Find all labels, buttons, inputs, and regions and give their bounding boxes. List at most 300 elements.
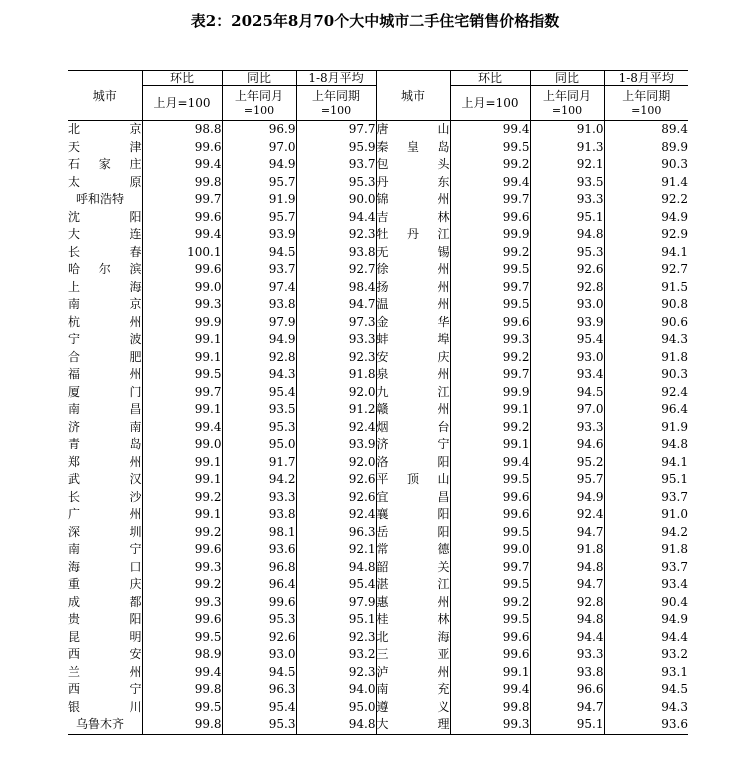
city-name-left: 昆明 — [68, 629, 142, 644]
table-row — [68, 471, 688, 489]
index-mom-left: 99.5 — [142, 366, 222, 384]
index-avg-right: 90.3 — [604, 366, 688, 384]
index-mom-left: 99.1 — [142, 471, 222, 489]
index-mom-left: 99.5 — [142, 629, 222, 647]
index-mom-left: 100.1 — [142, 244, 222, 262]
index-mom-left: 99.4 — [142, 419, 222, 437]
index-yoy-right: 95.1 — [530, 716, 604, 734]
city-name-right: 南充 — [376, 681, 450, 699]
city-name-right: 牡丹江 — [376, 226, 450, 244]
index-yoy-right: 94.9 — [530, 489, 604, 507]
city-name-left: 乌鲁木齐 — [68, 716, 142, 734]
index-yoy-left: 95.4 — [222, 699, 296, 717]
index-yoy-left: 94.3 — [222, 366, 296, 384]
city-name-right: 岳阳 — [376, 524, 450, 542]
index-yoy-left: 94.2 — [222, 471, 296, 489]
index-mom-left: 99.4 — [142, 156, 222, 174]
index-avg-left: 97.7 — [296, 121, 376, 139]
table-row — [68, 226, 688, 244]
index-yoy-left: 93.3 — [222, 489, 296, 507]
price-index-table — [68, 70, 688, 735]
city-name-left: 成都 — [68, 594, 142, 609]
index-avg-right: 94.9 — [604, 209, 688, 227]
city-name-left: 大连 — [68, 227, 142, 241]
index-yoy-right: 92.6 — [530, 261, 604, 279]
index-avg-left: 92.4 — [296, 506, 376, 524]
table-row — [68, 646, 688, 664]
index-mom-left: 99.1 — [142, 506, 222, 524]
table-row — [68, 454, 688, 472]
city-name-left: 厦门 — [68, 384, 142, 399]
index-mom-left: 99.6 — [142, 261, 222, 279]
city-name-right: 扬州 — [376, 279, 450, 297]
table-row — [68, 139, 688, 157]
index-avg-left: 97.9 — [296, 594, 376, 612]
index-avg-right: 92.4 — [604, 384, 688, 402]
city-name-left: 上海 — [68, 279, 142, 294]
index-avg-right: 93.4 — [604, 576, 688, 594]
city-name-right: 九江 — [376, 384, 450, 402]
index-mom-right: 99.2 — [450, 419, 530, 437]
city-name-right: 烟台 — [376, 419, 450, 437]
index-yoy-right: 94.4 — [530, 629, 604, 647]
index-mom-left: 98.9 — [142, 646, 222, 664]
table-row — [68, 279, 688, 297]
index-mom-right: 99.5 — [450, 139, 530, 157]
index-yoy-left: 95.3 — [222, 419, 296, 437]
index-yoy-left: 96.4 — [222, 576, 296, 594]
index-yoy-left: 93.8 — [222, 296, 296, 314]
index-avg-right: 94.3 — [604, 699, 688, 717]
index-avg-left: 93.8 — [296, 244, 376, 262]
index-avg-left: 94.7 — [296, 296, 376, 314]
index-avg-left: 92.0 — [296, 384, 376, 402]
index-mom-left: 99.6 — [142, 139, 222, 157]
city-name-left: 重庆 — [68, 577, 142, 591]
index-yoy-right: 94.8 — [530, 611, 604, 629]
index-avg-right: 90.6 — [604, 314, 688, 332]
table-row — [68, 506, 688, 524]
index-avg-left: 95.4 — [296, 576, 376, 594]
table-row — [68, 716, 688, 734]
table-row — [68, 349, 688, 367]
city-name-left: 济南 — [68, 419, 142, 434]
subheader-yoy-right — [530, 86, 604, 121]
index-mom-left: 99.1 — [142, 331, 222, 349]
city-name-right: 三亚 — [376, 646, 450, 664]
index-mom-left: 99.6 — [142, 209, 222, 227]
index-mom-left: 99.4 — [142, 664, 222, 682]
index-mom-left: 99.9 — [142, 314, 222, 332]
index-avg-right: 93.1 — [604, 664, 688, 682]
index-avg-right: 94.1 — [604, 454, 688, 472]
index-yoy-right: 93.8 — [530, 664, 604, 682]
index-yoy-right: 94.7 — [530, 524, 604, 542]
city-name-left: 长春 — [68, 244, 142, 259]
index-avg-left: 91.2 — [296, 401, 376, 419]
city-name-left: 太原 — [68, 174, 142, 189]
index-yoy-left: 92.8 — [222, 349, 296, 367]
index-mom-left: 99.0 — [142, 279, 222, 297]
index-avg-right: 94.8 — [604, 436, 688, 454]
index-mom-left: 99.2 — [142, 576, 222, 594]
index-mom-right: 99.0 — [450, 541, 530, 559]
index-avg-right: 94.1 — [604, 244, 688, 262]
index-avg-right: 93.7 — [604, 489, 688, 507]
index-avg-left: 94.8 — [296, 716, 376, 734]
index-mom-left: 99.3 — [142, 296, 222, 314]
index-mom-left: 99.1 — [142, 349, 222, 367]
city-name-left: 武汉 — [68, 472, 142, 486]
index-yoy-left: 95.3 — [222, 611, 296, 629]
city-name-right: 大理 — [376, 716, 450, 734]
index-avg-left: 97.3 — [296, 314, 376, 332]
city-name-right: 徐州 — [376, 261, 450, 279]
index-avg-right: 90.3 — [604, 156, 688, 174]
index-mom-left: 99.8 — [142, 716, 222, 734]
index-avg-left: 94.8 — [296, 559, 376, 577]
index-mom-right: 99.6 — [450, 629, 530, 647]
city-name-left: 银川 — [68, 699, 142, 714]
index-mom-right: 99.6 — [450, 314, 530, 332]
index-yoy-right: 93.3 — [530, 191, 604, 209]
city-name-left: 哈尔滨 — [68, 262, 142, 276]
index-mom-right: 99.7 — [450, 366, 530, 384]
table-row — [68, 401, 688, 419]
subheader-avg-right — [604, 86, 688, 121]
city-name-right: 吉林 — [376, 209, 450, 227]
header-city-right: 城市 — [376, 71, 450, 121]
table-row — [68, 489, 688, 507]
city-name-left: 沈阳 — [68, 209, 142, 224]
index-yoy-right: 93.3 — [530, 646, 604, 664]
city-name-right: 包头 — [376, 156, 450, 174]
index-mom-right: 99.4 — [450, 121, 530, 139]
table-row — [68, 436, 688, 454]
index-avg-right: 94.3 — [604, 331, 688, 349]
index-yoy-right: 92.8 — [530, 594, 604, 612]
index-mom-right: 99.2 — [450, 156, 530, 174]
index-yoy-left: 93.9 — [222, 226, 296, 244]
table-row — [68, 244, 688, 262]
index-yoy-left: 98.1 — [222, 524, 296, 542]
index-mom-right: 99.4 — [450, 681, 530, 699]
city-name-left: 西安 — [68, 647, 142, 661]
table-row — [68, 576, 688, 594]
index-mom-right: 99.5 — [450, 261, 530, 279]
index-avg-right: 91.8 — [604, 541, 688, 559]
index-yoy-right: 94.8 — [530, 559, 604, 577]
index-avg-right: 92.2 — [604, 191, 688, 209]
index-yoy-left: 96.9 — [222, 121, 296, 139]
index-yoy-right: 94.6 — [530, 436, 604, 454]
index-avg-left: 93.2 — [296, 646, 376, 664]
index-yoy-left: 96.3 — [222, 681, 296, 699]
index-mom-left: 99.4 — [142, 226, 222, 244]
city-name-left: 南昌 — [68, 402, 142, 416]
index-avg-right: 93.2 — [604, 646, 688, 664]
table-row — [68, 174, 688, 192]
city-name-left: 天津 — [68, 139, 142, 154]
city-name-right: 秦皇岛 — [376, 139, 450, 157]
city-name-left: 南京 — [68, 297, 142, 311]
index-mom-right: 99.6 — [450, 489, 530, 507]
city-name-left: 广州 — [68, 507, 142, 521]
city-name-right: 丹东 — [376, 174, 450, 192]
index-avg-left: 95.1 — [296, 611, 376, 629]
table-row — [68, 629, 688, 647]
index-avg-right: 94.9 — [604, 611, 688, 629]
index-yoy-left: 93.6 — [222, 541, 296, 559]
index-yoy-left: 97.4 — [222, 279, 296, 297]
header-yoy-left: 同比 — [222, 71, 296, 86]
city-name-right: 泸州 — [376, 664, 450, 682]
subheader-avg-line2: =100 — [631, 104, 662, 117]
city-name-right: 湛江 — [376, 576, 450, 594]
city-name-right: 惠州 — [376, 594, 450, 612]
subheader-yoy-line1: 上年同月 — [234, 89, 283, 103]
index-mom-right: 99.9 — [450, 226, 530, 244]
header-avg-right: 1-8月平均 — [604, 71, 688, 86]
subheader-avg-left — [296, 86, 376, 121]
index-avg-right: 89.4 — [604, 121, 688, 139]
header-yoy-right: 同比 — [530, 71, 604, 86]
index-yoy-left: 99.6 — [222, 594, 296, 612]
subheader-mom-right: 上月=100 — [450, 86, 530, 121]
table-row — [68, 524, 688, 542]
index-avg-right: 90.4 — [604, 594, 688, 612]
index-avg-left: 92.6 — [296, 489, 376, 507]
subheader-yoy-line2: =100 — [551, 104, 583, 117]
index-mom-right: 99.3 — [450, 331, 530, 349]
index-mom-left: 99.7 — [142, 384, 222, 402]
index-mom-left: 99.6 — [142, 611, 222, 629]
index-avg-left: 93.7 — [296, 156, 376, 174]
index-yoy-right: 95.2 — [530, 454, 604, 472]
index-avg-right: 91.4 — [604, 174, 688, 192]
subheader-mom-left: 上月=100 — [142, 86, 222, 121]
index-yoy-right: 93.9 — [530, 314, 604, 332]
index-avg-left: 92.3 — [296, 226, 376, 244]
index-mom-right: 99.9 — [450, 384, 530, 402]
index-avg-left: 94.4 — [296, 209, 376, 227]
index-mom-left: 99.2 — [142, 524, 222, 542]
city-name-right: 无锡 — [376, 244, 450, 262]
header-mom-left: 环比 — [142, 71, 222, 86]
table-row — [68, 384, 688, 402]
index-mom-left: 99.8 — [142, 681, 222, 699]
index-yoy-left: 93.7 — [222, 261, 296, 279]
index-mom-right: 99.2 — [450, 244, 530, 262]
table-row — [68, 296, 688, 314]
table-row — [68, 611, 688, 629]
city-name-left: 兰州 — [68, 664, 142, 679]
table-row — [68, 191, 688, 209]
index-yoy-right: 94.8 — [530, 226, 604, 244]
index-avg-left: 93.9 — [296, 436, 376, 454]
index-yoy-right: 93.5 — [530, 174, 604, 192]
city-name-right: 温州 — [376, 296, 450, 314]
table-row — [68, 261, 688, 279]
subheader-yoy-left — [222, 86, 296, 121]
index-mom-left: 99.8 — [142, 174, 222, 192]
index-mom-right: 99.7 — [450, 191, 530, 209]
subheader-avg-line2: =100 — [320, 104, 352, 117]
index-mom-right: 99.2 — [450, 594, 530, 612]
index-yoy-left: 97.9 — [222, 314, 296, 332]
index-mom-left: 99.3 — [142, 594, 222, 612]
city-name-right: 锦州 — [376, 191, 450, 209]
index-avg-left: 95.3 — [296, 174, 376, 192]
subheader-yoy-line2: =100 — [243, 104, 275, 117]
index-yoy-left: 95.3 — [222, 716, 296, 734]
index-avg-right: 91.5 — [604, 279, 688, 297]
index-yoy-right: 95.4 — [530, 331, 604, 349]
table-row — [68, 594, 688, 612]
index-avg-right: 94.4 — [604, 629, 688, 647]
table-row — [68, 419, 688, 437]
city-name-right: 泉州 — [376, 366, 450, 384]
index-avg-left: 92.7 — [296, 261, 376, 279]
index-yoy-left: 95.7 — [222, 209, 296, 227]
city-name-left: 深圳 — [68, 524, 142, 539]
index-mom-right: 99.2 — [450, 349, 530, 367]
table-row — [68, 664, 688, 682]
index-mom-right: 99.1 — [450, 436, 530, 454]
index-mom-right: 99.3 — [450, 716, 530, 734]
index-yoy-left: 95.0 — [222, 436, 296, 454]
index-avg-left: 90.0 — [296, 191, 376, 209]
city-name-right: 襄阳 — [376, 506, 450, 524]
index-yoy-left: 92.6 — [222, 629, 296, 647]
index-avg-right: 91.8 — [604, 349, 688, 367]
table-row — [68, 541, 688, 559]
table-row — [68, 314, 688, 332]
index-avg-right: 91.9 — [604, 419, 688, 437]
index-mom-right: 99.5 — [450, 471, 530, 489]
city-name-right: 宜昌 — [376, 489, 450, 507]
index-yoy-right: 94.7 — [530, 699, 604, 717]
header-avg-left: 1-8月平均 — [296, 71, 376, 86]
index-yoy-right: 91.0 — [530, 121, 604, 139]
header-mom-right: 环比 — [450, 71, 530, 86]
index-yoy-right: 95.1 — [530, 209, 604, 227]
index-avg-left: 91.8 — [296, 366, 376, 384]
index-mom-left: 99.1 — [142, 401, 222, 419]
city-name-left: 合肥 — [68, 349, 142, 364]
index-mom-right: 99.5 — [450, 576, 530, 594]
city-name-left: 海口 — [68, 559, 142, 574]
index-avg-left: 93.3 — [296, 331, 376, 349]
index-avg-left: 95.9 — [296, 139, 376, 157]
index-yoy-left: 91.9 — [222, 191, 296, 209]
city-name-right: 北海 — [376, 629, 450, 647]
index-mom-right: 99.6 — [450, 209, 530, 227]
index-avg-left: 95.0 — [296, 699, 376, 717]
index-yoy-right: 92.4 — [530, 506, 604, 524]
index-yoy-right: 94.5 — [530, 384, 604, 402]
subheader-avg-line1: 上年同期 — [311, 89, 360, 103]
city-name-right: 洛阳 — [376, 454, 450, 472]
index-yoy-right: 93.0 — [530, 296, 604, 314]
index-mom-left: 99.1 — [142, 454, 222, 472]
index-avg-left: 92.3 — [296, 629, 376, 647]
index-yoy-right: 93.0 — [530, 349, 604, 367]
index-mom-left: 98.8 — [142, 121, 222, 139]
index-avg-right: 95.1 — [604, 471, 688, 489]
index-yoy-right: 91.3 — [530, 139, 604, 157]
index-mom-right: 99.1 — [450, 664, 530, 682]
index-avg-left: 92.3 — [296, 349, 376, 367]
index-yoy-right: 95.7 — [530, 471, 604, 489]
index-yoy-left: 91.7 — [222, 454, 296, 472]
table-row — [68, 366, 688, 384]
table-row — [68, 156, 688, 174]
index-avg-right: 90.8 — [604, 296, 688, 314]
index-mom-left: 99.0 — [142, 436, 222, 454]
index-mom-right: 99.5 — [450, 296, 530, 314]
index-mom-right: 99.4 — [450, 174, 530, 192]
index-yoy-left: 95.7 — [222, 174, 296, 192]
index-avg-right: 93.6 — [604, 716, 688, 734]
city-name-left: 长沙 — [68, 489, 142, 504]
city-name-left: 郑州 — [68, 454, 142, 469]
index-yoy-right: 93.3 — [530, 419, 604, 437]
index-avg-right: 94.2 — [604, 524, 688, 542]
city-name-right: 安庆 — [376, 349, 450, 367]
index-avg-right: 92.7 — [604, 261, 688, 279]
index-mom-left: 99.6 — [142, 541, 222, 559]
city-name-left: 呼和浩特 — [76, 192, 125, 206]
city-name-right: 常德 — [376, 541, 450, 559]
index-avg-left: 92.6 — [296, 471, 376, 489]
index-mom-right: 99.5 — [450, 611, 530, 629]
index-yoy-left: 93.0 — [222, 646, 296, 664]
city-name-right: 桂林 — [376, 611, 450, 629]
index-yoy-left: 94.5 — [222, 244, 296, 262]
index-mom-right: 99.6 — [450, 646, 530, 664]
index-avg-left: 94.0 — [296, 681, 376, 699]
index-yoy-right: 92.8 — [530, 279, 604, 297]
page-title: 表2：2025年8月70个大中城市二手住宅销售价格指数 — [190, 12, 560, 30]
subheader-yoy-line1: 上年同月 — [542, 89, 591, 103]
index-yoy-right: 91.8 — [530, 541, 604, 559]
index-yoy-left: 93.5 — [222, 401, 296, 419]
index-yoy-left: 94.9 — [222, 331, 296, 349]
city-name-right: 平顶山 — [376, 471, 450, 489]
index-mom-right: 99.1 — [450, 401, 530, 419]
index-yoy-left: 97.0 — [222, 139, 296, 157]
index-mom-left: 99.7 — [142, 191, 222, 209]
city-name-right: 韶关 — [376, 559, 450, 577]
city-name-right: 赣州 — [376, 401, 450, 419]
index-avg-right: 94.5 — [604, 681, 688, 699]
table-row — [68, 121, 688, 139]
city-name-left: 宁波 — [68, 332, 142, 346]
index-yoy-left: 96.8 — [222, 559, 296, 577]
index-mom-right: 99.7 — [450, 559, 530, 577]
index-avg-right: 96.4 — [604, 401, 688, 419]
table-row — [68, 559, 688, 577]
table-body — [68, 121, 688, 735]
index-mom-left: 99.5 — [142, 699, 222, 717]
subheader-avg-line1: 上年同期 — [622, 89, 671, 103]
index-mom-right: 99.4 — [450, 454, 530, 472]
city-name-left: 贵阳 — [68, 612, 142, 626]
table-row — [68, 681, 688, 699]
index-avg-left: 92.0 — [296, 454, 376, 472]
index-yoy-right: 93.4 — [530, 366, 604, 384]
